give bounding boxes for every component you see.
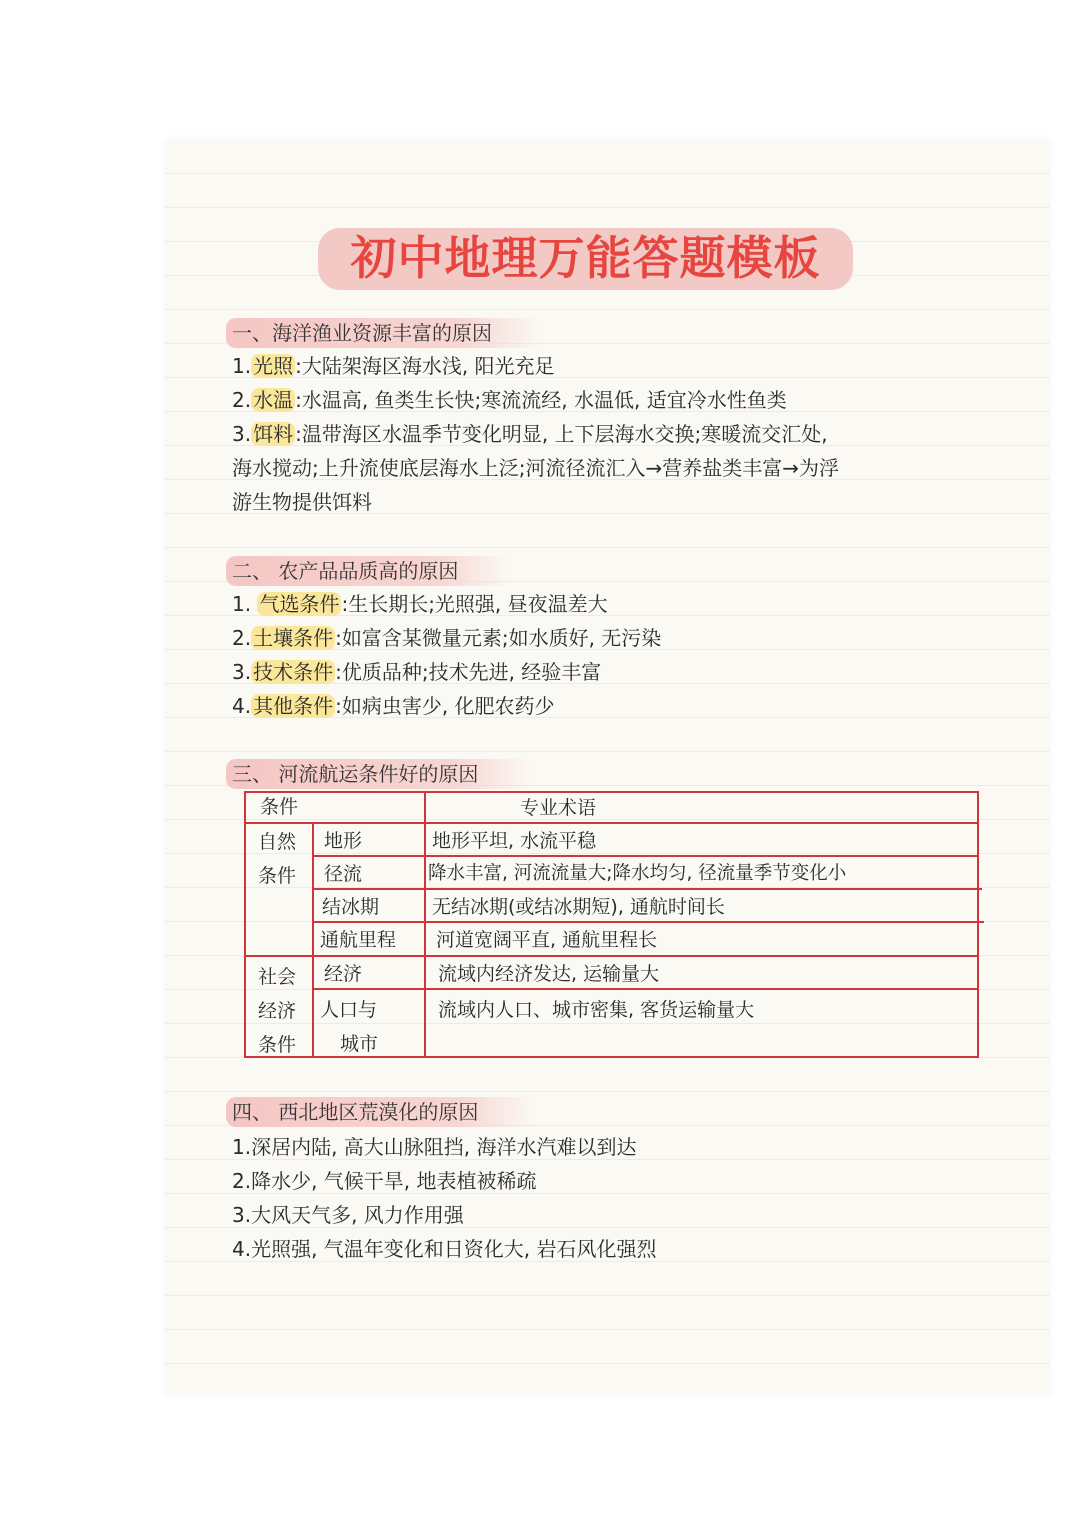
- s2-item-2-text: :如富含某微量元素;如水质好, 无污染: [335, 626, 662, 650]
- s2-item-1-text: :生长期长;光照强, 昼夜温差大: [341, 592, 608, 616]
- table-header-condition: 条件: [260, 796, 299, 818]
- s1-item-1-text: :大陆架海区海水浅, 阳光充足: [295, 354, 555, 378]
- s1-item-1: [232, 349, 992, 383]
- s2-item-2: [232, 621, 992, 655]
- s1-item-3-key: 饵料: [253, 422, 294, 446]
- group2-line2: 经济: [258, 1000, 297, 1022]
- s2-item-3: [232, 655, 992, 689]
- page-title: 初中地理万能答题模板: [350, 231, 821, 285]
- factor-freeze: 结冰期: [322, 896, 380, 918]
- table-line-header: [244, 822, 979, 824]
- s2-item-1: [232, 587, 992, 621]
- section4-heading: 四、 西北地区荒漠化的原因: [226, 1097, 536, 1127]
- section1-heading: 一、海洋渔业资源丰富的原因: [226, 318, 542, 348]
- group2-line1: 社会: [258, 966, 297, 988]
- s1-item-2: [232, 383, 992, 417]
- s2-item-1-key: 气选条件: [259, 592, 340, 616]
- s2-item-3-num: 3.: [232, 660, 252, 684]
- term-runoff: 降水丰富, 河流流量大;降水均匀, 径流量季节变化小: [428, 863, 847, 884]
- s4-item-1: 1.深居内陆, 高大山脉阻挡, 海洋水汽难以到达: [232, 1135, 637, 1159]
- factor-terrain: 地形: [324, 830, 363, 852]
- group1-line1: 自然: [258, 831, 297, 853]
- s1-item-2-key: 水温: [253, 388, 294, 412]
- s4-item-4: 4.光照强, 气温年变化和日资化大, 岩石风化强烈: [232, 1237, 657, 1261]
- section2-heading: 二、 农产品品质高的原因: [226, 556, 510, 586]
- s1-item-2-text: :水温高, 鱼类生长快;寒流流经, 水温低, 适宜冷水性鱼类: [295, 388, 787, 412]
- table-header-term: 专业术语: [520, 797, 597, 819]
- s1-item-2-num: 2.: [232, 388, 252, 412]
- section3-heading: 三、 河流航运条件好的原因: [226, 759, 532, 789]
- factor-economy: 经济: [324, 963, 363, 985]
- s2-item-4-key: 其他条件: [253, 694, 334, 718]
- s1-continuation-2: 游生物提供饵料: [232, 490, 372, 514]
- s2-item-4-text: :如病虫害少, 化肥农药少: [335, 694, 555, 718]
- term-mileage: 河道宽阔平直, 通航里程长: [436, 929, 658, 951]
- s2-item-2-num: 2.: [232, 626, 252, 650]
- s2-item-1-num: 1.: [232, 592, 258, 616]
- table-vline-factor: [312, 822, 314, 1058]
- s2-item-2-key: 土壤条件: [253, 626, 334, 650]
- s4-item-3: 3.大风天气多, 风力作用强: [232, 1203, 464, 1227]
- term-freeze: 无结冰期(或结冰期短), 通航时间长: [432, 896, 725, 918]
- factor-mileage: 通航里程: [320, 929, 397, 951]
- s1-continuation-1: 海水搅动;上升流使底层海水上泛;河流径流汇入→营养盐类丰富→为浮: [232, 456, 839, 480]
- term-terrain: 地形平坦, 水流平稳: [432, 830, 597, 852]
- factor-population: 人口与: [320, 999, 378, 1021]
- s2-item-4-num: 4.: [232, 694, 252, 718]
- s2-item-3-key: 技术条件: [253, 660, 334, 684]
- s2-item-3-text: :优质品种;技术先进, 经验丰富: [335, 660, 602, 684]
- group2-line3: 条件: [258, 1034, 297, 1056]
- s1-item-1-key: 光照: [253, 354, 294, 378]
- s1-item-1-num: 1.: [232, 354, 252, 378]
- title-block: [318, 222, 853, 294]
- s2-item-4: [232, 689, 992, 723]
- s1-item-3-num: 3.: [232, 422, 252, 446]
- table-line-1: [312, 855, 979, 857]
- term-population: 流域内人口、城市密集, 客货运输量大: [438, 999, 755, 1021]
- term-economy: 流域内经济发达, 运输量大: [438, 963, 660, 985]
- s4-item-2: 2.降水少, 气候干旱, 地表植被稀疏: [232, 1169, 537, 1193]
- table-vline-term: [424, 791, 426, 1058]
- group1-line2: 条件: [258, 865, 297, 887]
- factor-city: 城市: [340, 1033, 379, 1055]
- factor-runoff: 径流: [324, 863, 363, 885]
- s1-item-3-text: :温带海区水温季节变化明显, 上下层海水交换;寒暖流交汇处,: [295, 422, 828, 446]
- s1-item-3: [232, 417, 992, 451]
